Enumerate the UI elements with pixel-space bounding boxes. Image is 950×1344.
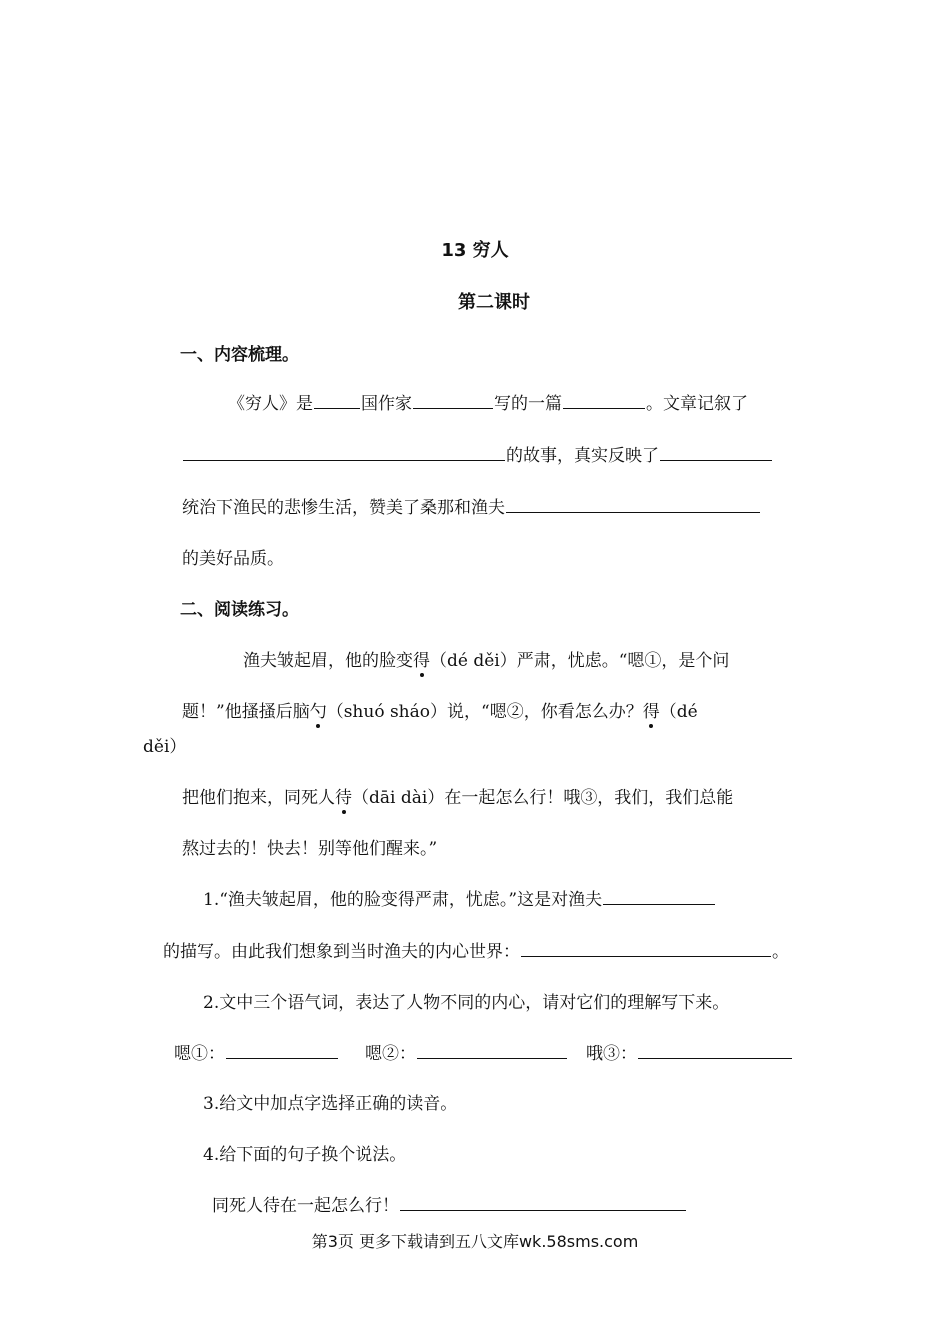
blank-reflect[interactable] — [660, 442, 772, 461]
section1-line2 — [182, 441, 773, 466]
blank-inner-world[interactable] — [521, 938, 771, 957]
blank-description-type[interactable] — [603, 886, 715, 905]
answer-label: 嗯②： — [365, 1044, 416, 1064]
section2-heading: 二、阅读练习。 — [180, 600, 299, 620]
question2-answer-1 — [174, 1039, 339, 1064]
text-segment: 1.“渔夫皱起眉，他的脸变得严肃，忧虑。”这是对渔夫 — [203, 890, 603, 910]
question3: 3.给文中加点字选择正确的读音。 — [203, 1094, 458, 1114]
text-segment: 同死人待在一起怎么行！ — [212, 1196, 399, 1216]
passage-line2-wrap: děi） — [143, 737, 187, 757]
text-segment: 统治下渔民的悲惨生活，赞美了桑那和渔夫 — [182, 498, 505, 518]
section1-line3 — [182, 493, 761, 518]
blank-story[interactable] — [183, 442, 505, 461]
blank-rewrite[interactable] — [400, 1192, 686, 1211]
blank-author[interactable] — [413, 390, 493, 409]
text-segment: 。文章记叙了 — [646, 394, 748, 414]
page-footer: 第3页 更多下载请到五八文库wk.58sms.com — [311, 1232, 639, 1251]
blank-answer-3[interactable] — [638, 1040, 792, 1059]
question4-sentence — [212, 1191, 687, 1216]
answer-label: 嗯①： — [174, 1044, 225, 1064]
passage-line3 — [182, 783, 733, 808]
section1-heading: 一、内容梳理。 — [180, 345, 299, 365]
dotted-char: 得 — [413, 646, 430, 671]
blank-answer-2[interactable] — [417, 1040, 567, 1059]
question2-answer-3 — [586, 1039, 793, 1064]
text-segment: 把他们抱来，同死人 — [182, 788, 335, 808]
section1-line4: 的美好品质。 — [182, 549, 284, 569]
question4: 4.给下面的句子换个说法。 — [203, 1145, 407, 1165]
blank-country[interactable] — [314, 390, 360, 409]
text-segment: （dé — [659, 702, 698, 722]
dotted-char: 得 — [643, 697, 660, 722]
text-segment: （shuó sháo）说，“嗯②，你看怎么办？ — [326, 702, 643, 722]
question1-line1 — [203, 885, 716, 910]
answer-label: 哦③： — [586, 1044, 637, 1064]
text-segment: 国作家 — [361, 394, 412, 414]
dotted-char: 勺 — [310, 697, 327, 722]
text-segment: 的故事，真实反映了 — [506, 446, 659, 466]
text-segment: 的描写。由此我们想象到当时渔夫的内心世界： — [163, 942, 520, 962]
blank-quality[interactable] — [506, 494, 760, 513]
passage-line4: 熬过去的！快去！别等他们醒来。” — [182, 839, 438, 859]
question2-answer-2 — [365, 1039, 568, 1064]
text-segment: （dāi dài）在一起怎么行！哦③，我们，我们总能 — [352, 788, 734, 808]
text-segment: 。 — [772, 942, 789, 962]
text-segment: 写的一篇 — [494, 394, 562, 414]
section1-line1 — [228, 389, 748, 414]
text-segment: （dé děi）严肃，忧虑。“嗯①，是个问 — [430, 651, 730, 671]
blank-answer-1[interactable] — [226, 1040, 338, 1059]
dotted-char: 待 — [335, 783, 352, 808]
text-segment: 渔夫皱起眉，他的脸变 — [243, 651, 413, 671]
blank-genre[interactable] — [563, 390, 645, 409]
text-segment: 题！”他搔搔后脑 — [182, 702, 310, 722]
question1-line2 — [163, 937, 789, 962]
question2: 2.文中三个语气词，表达了人物不同的内心，请对它们的理解写下来。 — [203, 993, 730, 1013]
text-segment: 《穷人》是 — [228, 394, 313, 414]
lesson-subtitle: 第二课时 — [458, 292, 530, 313]
passage-line1 — [243, 646, 729, 671]
passage-line2 — [182, 697, 698, 722]
page-title: 13 穷人 — [441, 240, 509, 261]
